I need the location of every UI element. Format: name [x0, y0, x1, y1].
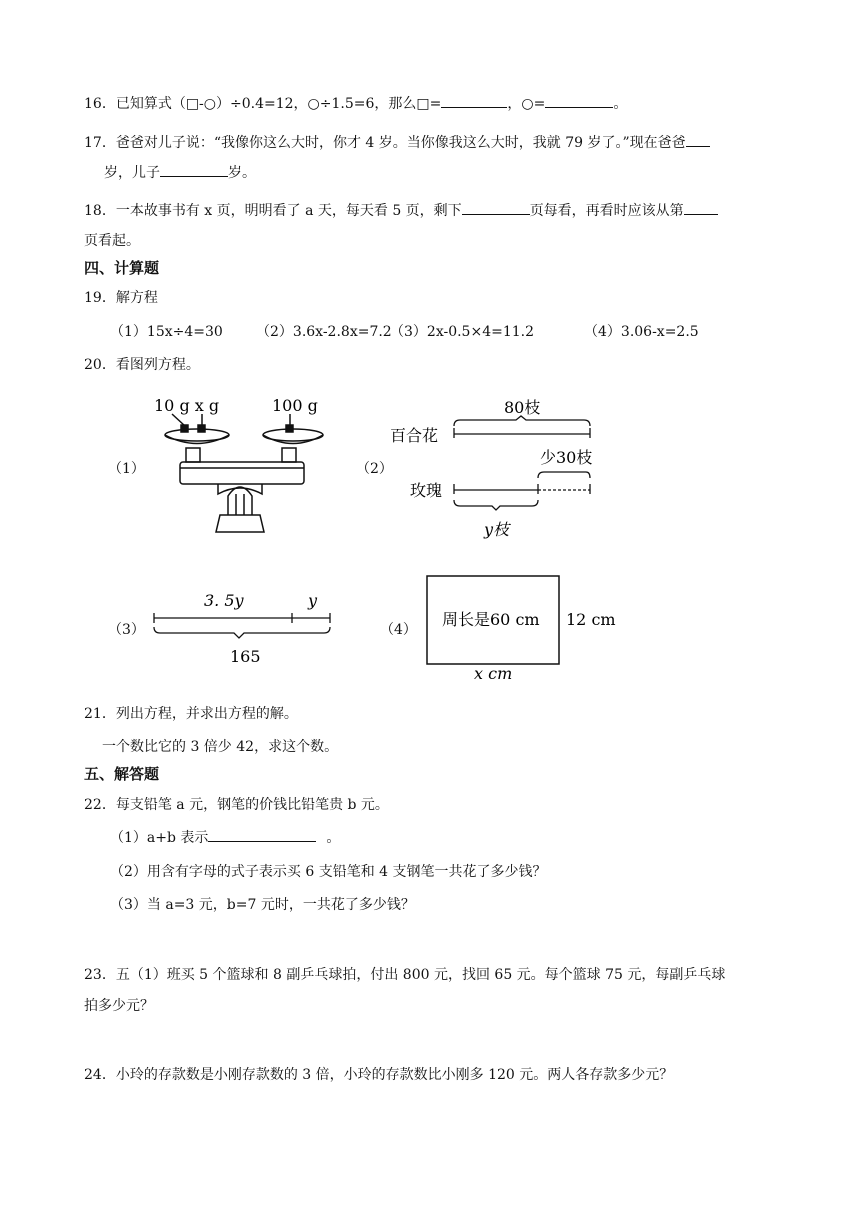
question-21: 21．列出方程，并求出方程的解。	[84, 706, 298, 722]
equation-item: （2）3.6x-2.8x=7.2	[256, 324, 392, 340]
segment-a-label: 3. 5y	[204, 591, 244, 610]
row-label-rose: 玫瑰	[410, 481, 443, 500]
question-22-part1: （1）a+b 表示 。	[110, 827, 340, 847]
question-18-line2: 页看起。	[84, 233, 140, 249]
side-length-label: 12 cm	[566, 610, 616, 629]
equation-item: （3）2x-0.5×4=11.2	[390, 324, 534, 340]
answer-blank[interactable]	[208, 827, 316, 842]
answer-blank[interactable]	[441, 93, 507, 108]
answer-blank[interactable]	[545, 93, 613, 108]
perimeter-label: 周长是60 cm	[442, 610, 540, 629]
section-heading: 五、解答题	[84, 765, 160, 783]
segment-b-label: y	[308, 591, 318, 610]
figure-label: （3）	[108, 622, 145, 638]
question-21-body: 一个数比它的 3 倍少 42，求这个数。	[102, 739, 339, 755]
question-17: 17．爸爸对儿子说：“我像你这么大时，你才 4 岁。当你像我这么大时，我就 79 岁了。”现在爸爸	[84, 132, 710, 152]
section-heading: 四、计算题	[84, 259, 160, 277]
left-weights-label: 10 g x g	[154, 396, 220, 415]
total-label: 165	[230, 647, 261, 666]
answer-blank[interactable]	[462, 200, 530, 215]
segment-diagram-flowers	[380, 392, 610, 542]
question-22-part2: （2）用含有字母的式子表示买 6 支铅笔和 4 支钢笔一共花了多少钱？	[110, 864, 547, 880]
figure-label: （1）	[108, 461, 145, 477]
bottom-brace-label: y枝	[484, 520, 510, 539]
figure-label: （2）	[356, 461, 393, 477]
question-22-part3: （3）当 a=3 元，b=7 元时，一共花了多少钱？	[110, 897, 415, 913]
question-16: 16．已知算式（□-○）÷0.4=12，○÷1.5=6，那么□= ，○= 。	[84, 93, 627, 113]
rectangle-figure	[418, 570, 638, 688]
question-20: 20．看图列方程。	[84, 357, 200, 373]
right-weight-label: 100 g	[272, 396, 318, 415]
answer-blank[interactable]	[684, 200, 718, 215]
equation-item: （1）15x÷4=30	[110, 324, 223, 340]
bottom-length-label: x cm	[474, 664, 513, 683]
row-label-lily: 百合花	[390, 426, 439, 445]
answer-blank[interactable]	[686, 132, 710, 147]
segment-diagram-165	[146, 585, 346, 669]
question-23-line2: 拍多少元？	[84, 998, 154, 1014]
question-19: 19．解方程	[84, 290, 158, 306]
less-label: 少30枝	[540, 448, 593, 467]
figure-label: （4）	[380, 622, 417, 638]
top-brace-label: 80枝	[504, 398, 541, 417]
question-24: 24．小玲的存款数是小刚存款数的 3 倍，小玲的存款数比小刚多 120 元。两人各存款多少元？	[84, 1067, 674, 1083]
question-18: 18．一本故事书有 x 页，明明看了 a 天，每天看 5 页，剩下 页每看，再看时应该从第	[84, 200, 718, 220]
question-22: 22．每支铅笔 a 元，钢笔的价钱比铅笔贵 b 元。	[84, 797, 389, 813]
balance-scale-figure	[150, 390, 340, 540]
answer-blank[interactable]	[160, 162, 228, 177]
question-23: 23．五（1）班买 5 个篮球和 8 副乒乓球拍，付出 800 元，找回 65 元。每个篮球 75 元，每副乒乓球	[84, 967, 726, 983]
equation-item: （4）3.06-x=2.5	[584, 324, 699, 340]
question-17-line2: 岁，儿子 岁。	[84, 162, 256, 182]
